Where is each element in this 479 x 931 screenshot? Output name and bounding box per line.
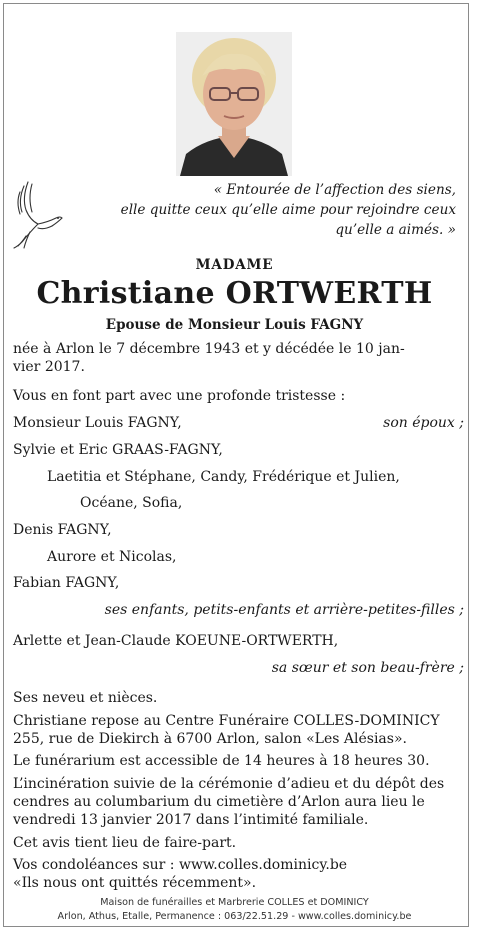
notice-line: Cet avis tient lieu de faire-part. bbox=[13, 835, 237, 851]
funeral-home-name: Maison de funérailles et Marbrerie COLLES et DOMINICY bbox=[100, 897, 369, 908]
family-member: Fabian FAGNY, bbox=[13, 575, 120, 591]
family-member: Aurore et Nicolas, bbox=[47, 549, 177, 565]
ceremony-info: cendres au columbarium du cimetière d’Arlon aura lieu le bbox=[13, 794, 425, 810]
birth-line: vier 2017. bbox=[13, 359, 85, 375]
honorific: MADAME bbox=[195, 257, 274, 273]
dove-icon bbox=[12, 180, 64, 250]
repose-info: Christiane repose au Centre Funéraire COLLES-DOMINICY bbox=[13, 713, 440, 729]
quote-line: qu’elle a aimés. » bbox=[335, 222, 456, 238]
recent-deaths-line: «Ils nous ont quittés récemment». bbox=[13, 875, 257, 891]
family-member: Ses neveu et nièces. bbox=[13, 690, 158, 706]
family-role: ses enfants, petits-enfants et arrière-petites-filles ; bbox=[104, 602, 464, 618]
condolences-line: Vos condoléances sur : www.colles.dominicy.be bbox=[13, 857, 348, 873]
ceremony-info: L’incinération suivie de la cérémonie d’adieu et du dépôt des bbox=[13, 776, 445, 792]
epitaph-quote bbox=[96, 180, 456, 240]
announcement: Vous en font part avec une profonde tristesse : bbox=[13, 388, 346, 404]
funeral-home-contact: Arlon, Athus, Etalle, Permanence : 063/22.51.29 - www.colles.dominicy.be bbox=[57, 911, 412, 922]
family-role: sa sœur et son beau-frère ; bbox=[271, 660, 464, 676]
deceased-name: Christiane ORTWERTH bbox=[36, 276, 433, 311]
family-member: Arlette et Jean-Claude KOEUNE-ORTWERTH, bbox=[13, 633, 339, 649]
birth-line: née à Arlon le 7 décembre 1943 et y décédée le 10 jan- bbox=[13, 341, 405, 357]
family-member: Océane, Sofia, bbox=[80, 495, 183, 511]
family-member: Denis FAGNY, bbox=[13, 522, 112, 538]
family-member: Sylvie et Eric GRAAS-FAGNY, bbox=[13, 442, 223, 458]
family-role: son époux ; bbox=[383, 415, 464, 431]
spouse-line: Epouse de Monsieur Louis FAGNY bbox=[105, 317, 364, 333]
family-member: Monsieur Louis FAGNY, bbox=[13, 415, 182, 431]
portrait-photo bbox=[176, 32, 292, 176]
access-hours: Le funérarium est accessible de 14 heures à 18 heures 30. bbox=[13, 753, 430, 769]
repose-info: 255, rue de Diekirch à 6700 Arlon, salon «Les Alésias». bbox=[13, 731, 407, 747]
quote-line: elle quitte ceux qu’elle aime pour rejoindre ceux bbox=[120, 202, 456, 218]
family-member: Laetitia et Stéphane, Candy, Frédérique et Julien, bbox=[47, 469, 400, 485]
quote-line: « Entourée de l’affection des siens, bbox=[213, 182, 456, 198]
ceremony-info: vendredi 13 janvier 2017 dans l’intimité familiale. bbox=[13, 812, 369, 828]
